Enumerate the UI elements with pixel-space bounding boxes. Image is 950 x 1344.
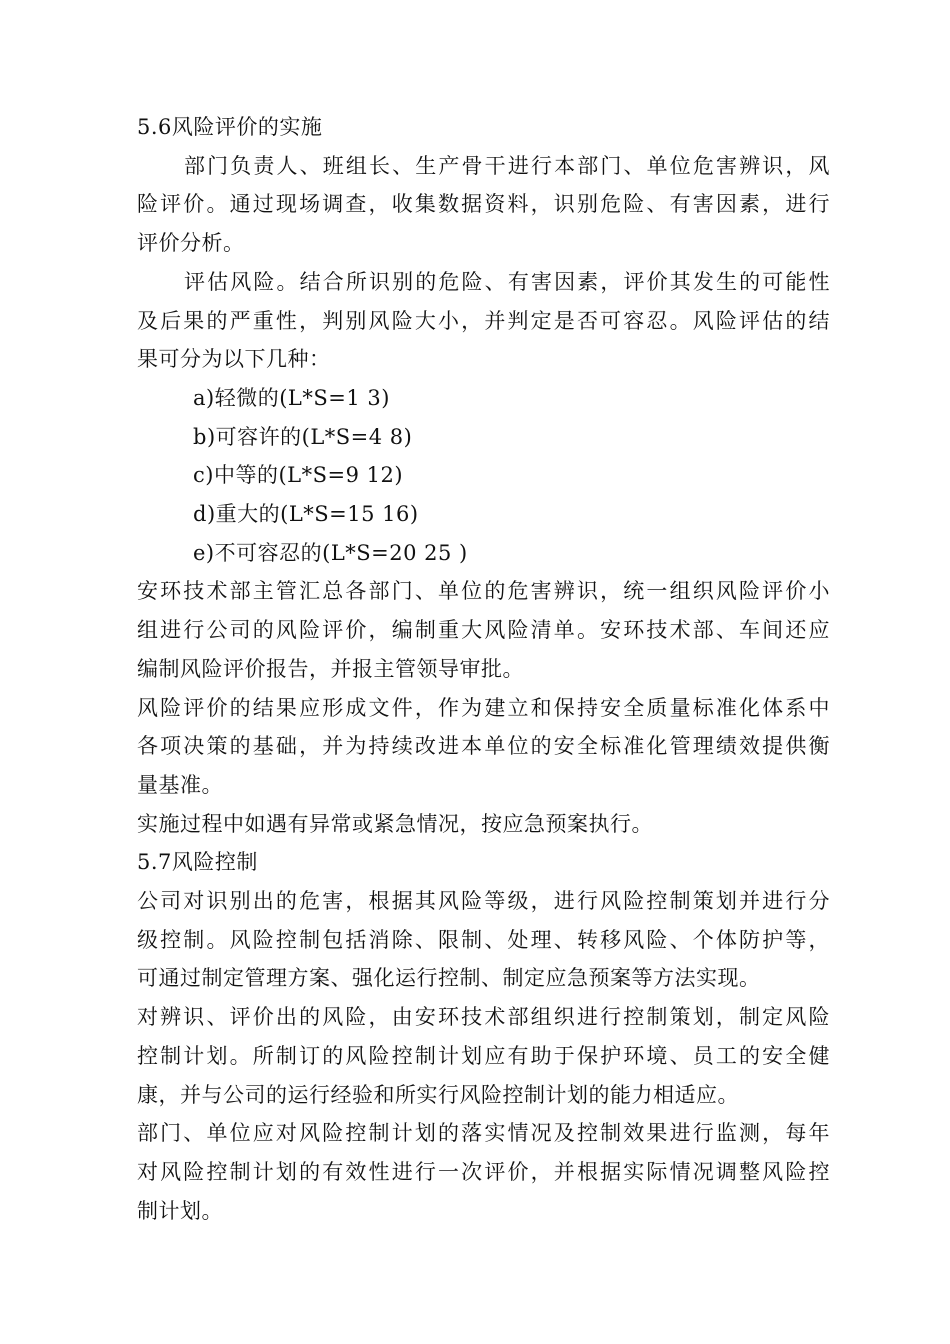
paragraph-3 xyxy=(137,572,830,688)
paragraph-line: 评估风险。结合所识别的危险、有害因素，评价其发生的可能性 xyxy=(184,269,830,294)
paragraph-line: 编制风险评价报告，并报主管领导审批。 xyxy=(137,656,524,681)
paragraph-2 xyxy=(137,263,830,379)
paragraph-line: 果可分为以下几种： xyxy=(137,347,331,372)
paragraph-line: 部门负责人、班组长、生产骨干进行本部门、单位危害辨识，风 xyxy=(184,153,830,178)
list-item: c)中等的(L*S=9 12) xyxy=(193,463,404,488)
paragraph-line: 险评价。通过现场调查，收集数据资料，识别危险、有害因素，进行 xyxy=(137,192,830,217)
paragraph-line: 级控制。风险控制包括消除、限制、处理、转移风险、个体防护等， xyxy=(137,927,830,952)
paragraph-line: 组进行公司的风险评价，编制重大风险清单。安环技术部、车间还应 xyxy=(137,618,830,643)
paragraph-line: 可通过制定管理方案、强化运行控制、制定应急预案等方法实现。 xyxy=(137,966,761,991)
paragraph-line: 风险评价的结果应形成文件，作为建立和保持安全质量标准化体系中 xyxy=(137,695,830,720)
paragraph-line: 评价分析。 xyxy=(137,231,245,256)
paragraph-line: 安环技术部主管汇总各部门、单位的危害辨识，统一组织风险评价小 xyxy=(137,579,830,604)
list-item: d)重大的(L*S=15 16) xyxy=(193,502,419,527)
risk-level-list xyxy=(137,379,830,573)
list-item: b)可容许的(L*S=4 8) xyxy=(193,424,413,449)
list-item: e)不可容忍的(L*S=20 25 ) xyxy=(193,540,468,565)
paragraph-line: 各项决策的基础，并为持续改进本单位的安全标准化管理绩效提供衡 xyxy=(137,734,830,759)
paragraph-7 xyxy=(137,998,830,1114)
paragraph-line: 量基准。 xyxy=(137,772,223,797)
paragraph-line: 公司对识别出的危害，根据其风险等级，进行风险控制策划并进行分 xyxy=(137,889,830,914)
paragraph-6 xyxy=(137,882,830,998)
section-heading-5-7: 5.7风险控制 xyxy=(137,850,258,875)
document-body xyxy=(137,108,830,1230)
list-item: a)轻微的(L*S=1 3) xyxy=(193,385,390,410)
paragraph-line: 康，并与公司的运行经验和所实行风险控制计划的能力相适应。 xyxy=(137,1082,739,1107)
paragraph-line: 及后果的严重性，判别风险大小，并判定是否可容忍。风险评估的结 xyxy=(137,308,830,333)
paragraph-line: 制计划。 xyxy=(137,1198,223,1223)
paragraph-4 xyxy=(137,689,830,805)
paragraph-line: 部门、单位应对风险控制计划的落实情况及控制效果进行监测，每年 xyxy=(137,1121,830,1146)
paragraph-line: 对辨识、评价出的风险，由安环技术部组织进行控制策划，制定风险 xyxy=(137,1005,830,1030)
section-heading-5-6: 5.6风险评价的实施 xyxy=(137,115,323,139)
paragraph-line: 对风险控制计划的有效性进行一次评价，并根据实际情况调整风险控 xyxy=(137,1159,830,1184)
paragraph-5: 实施过程中如遇有异常或紧急情况，按应急预案执行。 xyxy=(137,811,653,836)
paragraph-8 xyxy=(137,1114,830,1230)
paragraph-line: 控制计划。所制订的风险控制计划应有助于保护环境、员工的安全健 xyxy=(137,1043,830,1068)
paragraph-1 xyxy=(137,147,830,263)
